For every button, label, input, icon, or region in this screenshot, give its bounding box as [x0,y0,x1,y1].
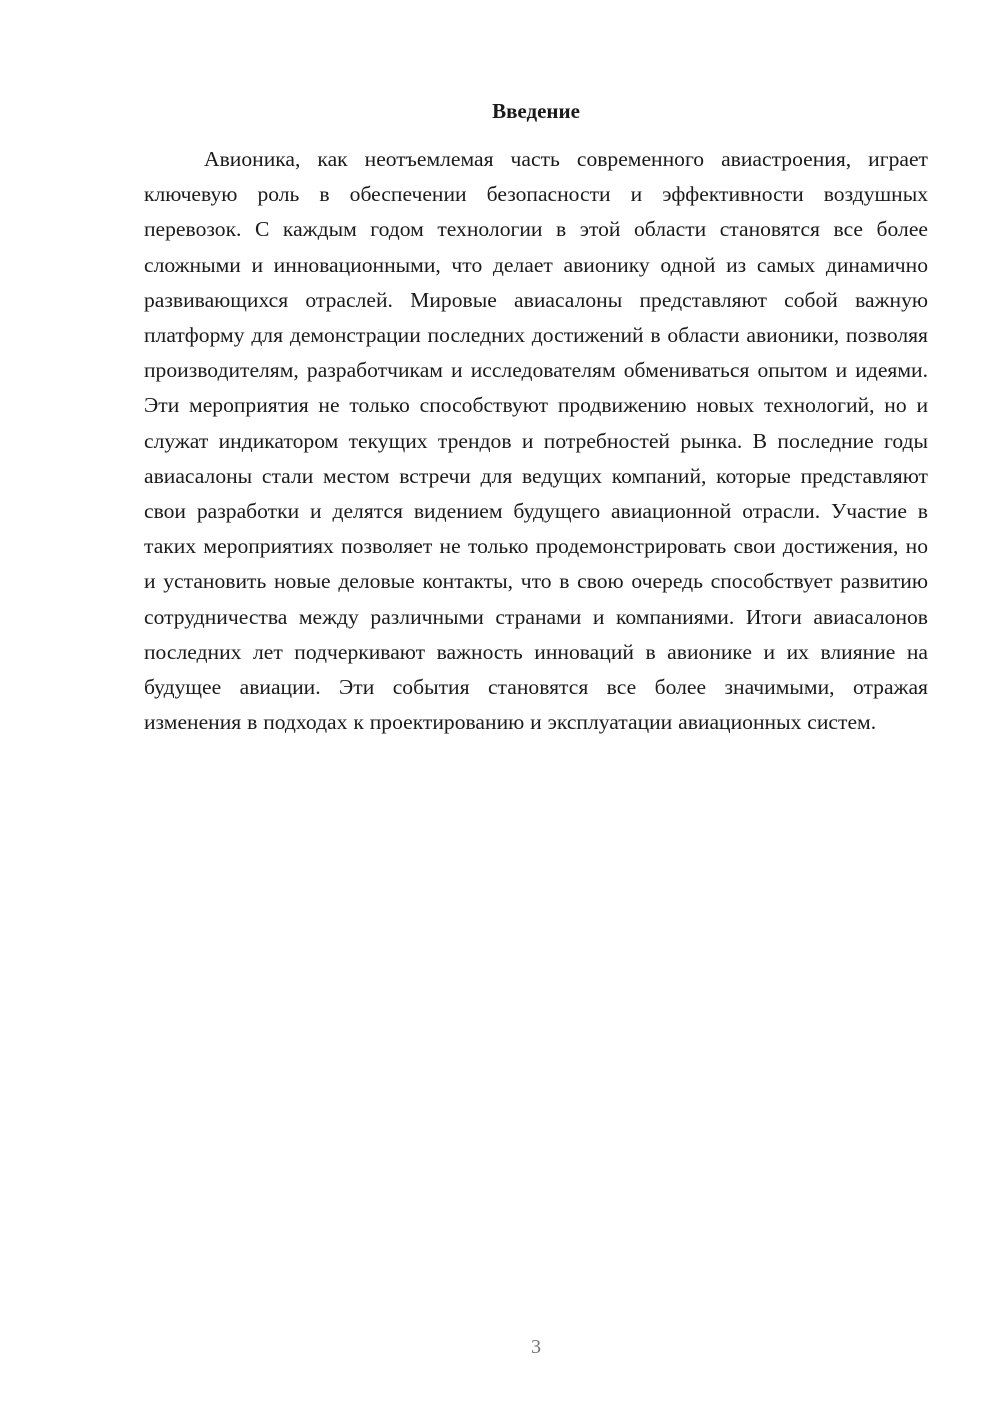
section-heading: Введение [492,99,580,123]
page-number: 3 [531,1336,541,1358]
body-paragraph: Авионика, как неотъемлемая часть современного авиастроения, играет ключевую роль в обеспечении безопасности и эффективности воздушных перевозок. С каждым годом технологии в этой области становятся все более сложными и инновационными, что делает авионику одной из самых динамично развивающихся отраслей. Мировые авиасалоны представляют собой важную платформу для демонстрации последних достижений в области авионики, позволяя производителям, разработчикам и исследователям обмениваться опытом и идеями. Эти мероприятия не только способствуют продвижению новых технологий, но и служат индикатором текущих трендов и потребностей рынка. В последние годы авиасалоны стали местом встречи для ведущих компаний, которые представляют свои разработки и делятся видением будущего авиационной отрасли. Участие в таких мероприятиях позволяет не только продемонстрировать свои достижения, но и установить новые деловые контакты, что в свою очередь способствует развитию сотрудничества между различными странами и компаниями. Итоги авиасалонов последних лет подчеркивают важность инноваций в авионике и их влияние на будущее авиации. Эти события становятся все более значимыми, отражая изменения в подходах к проектированию и эксплуатации авиационных систем. [144,147,928,735]
